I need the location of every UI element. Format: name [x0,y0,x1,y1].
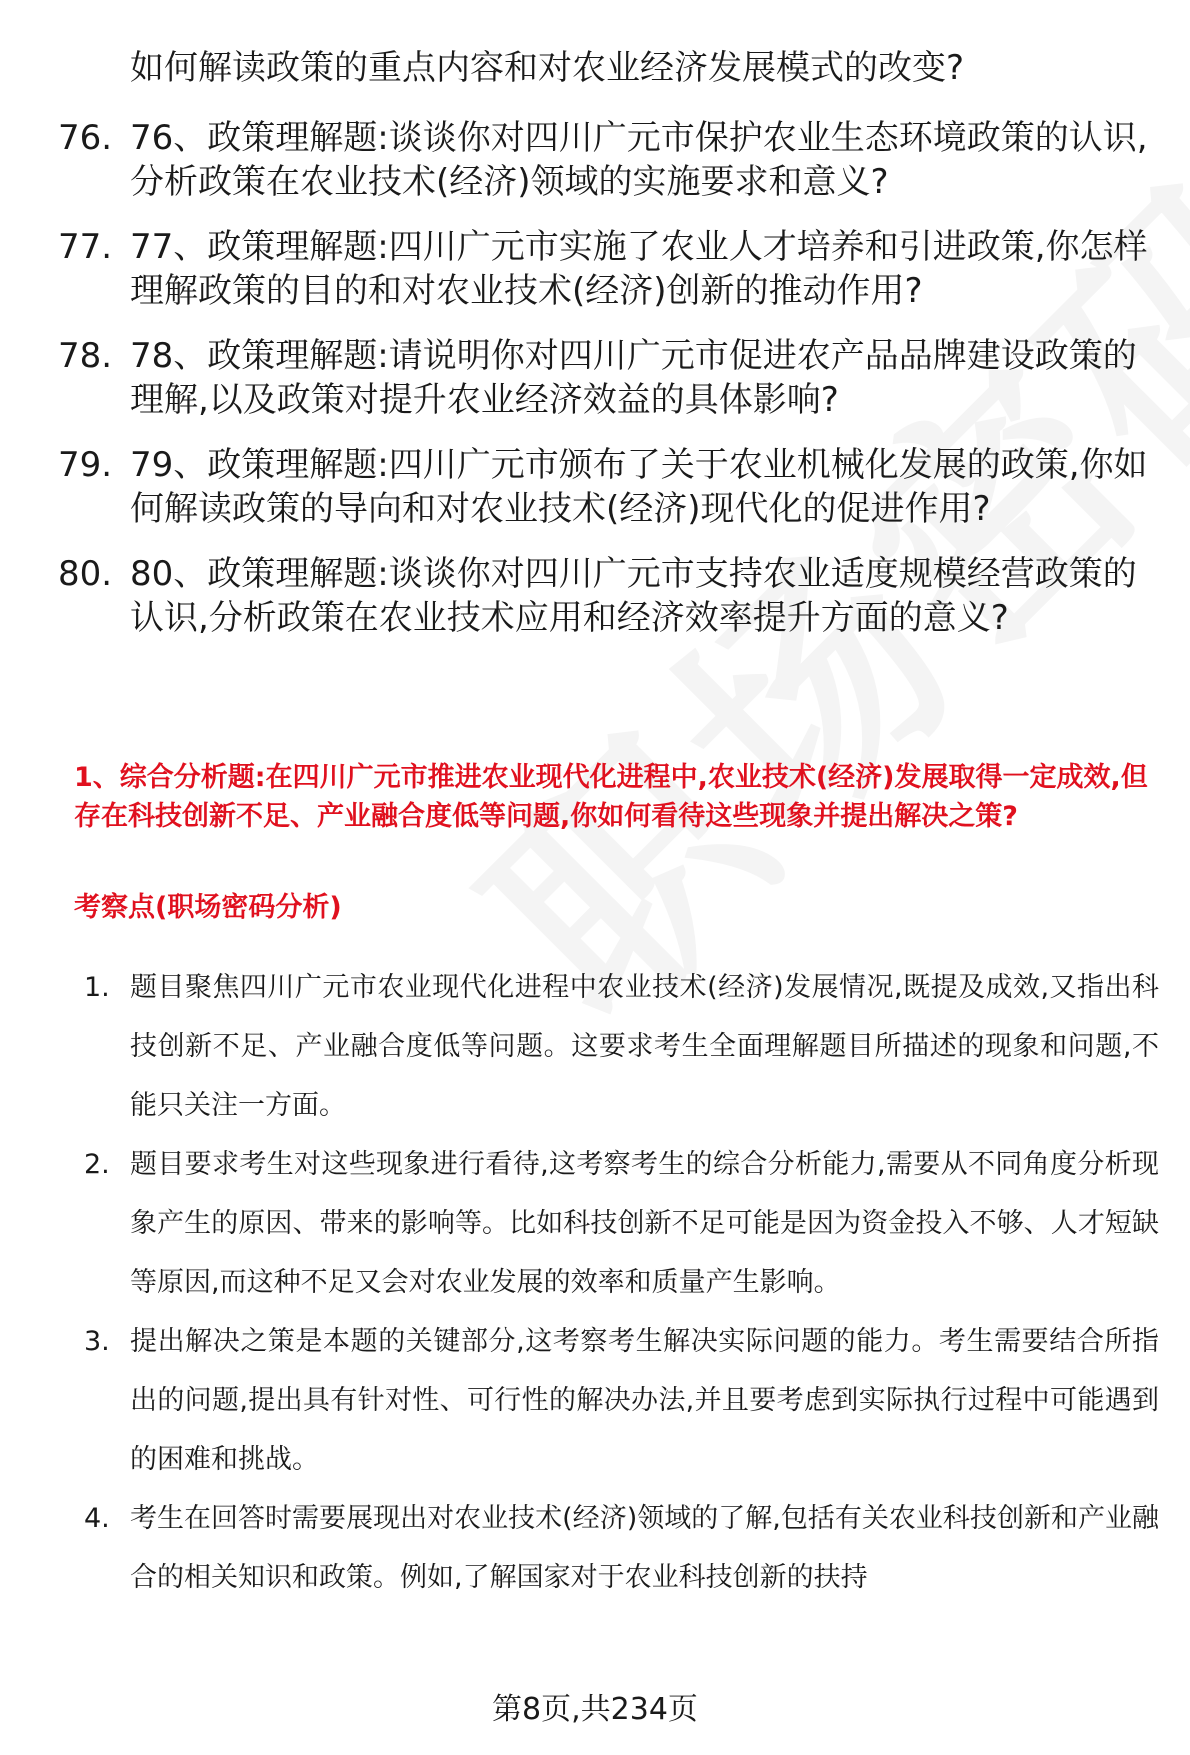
list-item [58,116,1163,204]
section-subtitle: 考察点(职场密码分析) [74,892,342,923]
point-number: 2. [84,1149,110,1180]
section-title: 1、综合分析题:在四川广元市推进农业现代化进程中,农业技术(经济)发展取得一定成效,但存在科技创新不足、产业融合度低等问题,你如何看待这些现象并提出解决之策? [74,762,1148,832]
point-text: 题目聚焦四川广元市农业现代化进程中农业技术(经济)发展情况,既提及成效,又指出科技创新不足、产业融合度低等问题。这要求考生全面理解题目所描述的现象和问题,不能只关注一方面。 [130,972,1159,1121]
question-number: 79. [58,445,113,485]
list-item [84,1312,1159,1489]
analysis-points-list [84,958,1159,1607]
question-text: 80、政策理解题:谈谈你对四川广元市支持农业适度规模经营政策的认识,分析政策在农业技术应用和经济效率提升方面的意义? [130,554,1137,638]
question-text: 77、政策理解题:四川广元市实施了农业人才培养和引进政策,你怎样理解政策的目的和对农业技术(经济)创新的推动作用? [130,227,1148,311]
question-text: 79、政策理解题:四川广元市颁布了关于农业机械化发展的政策,你如何解读政策的导向和对农业技术(经济)现代化的促进作用? [130,445,1148,529]
list-item [84,1489,1159,1607]
question-number: 76. [58,118,113,158]
list-item [58,552,1163,640]
list-item [58,443,1163,531]
question-number: 77. [58,227,113,267]
point-text: 考生在回答时需要展现出对农业技术(经济)领域的了解,包括有关农业科技创新和产业融合的相关知识和政策。例如,了解国家对于农业科技创新的扶持 [130,1503,1159,1593]
point-number: 1. [84,972,110,1003]
page-footer: 第8页,共234页 [492,1692,698,1727]
continued-question-text: 如何解读政策的重点内容和对农业经济发展模式的改变? [130,48,965,88]
list-item [58,225,1163,313]
question-text: 78、政策理解题:请说明你对四川广元市促进农产品品牌建设政策的理解,以及政策对提升农业经济效益的具体影响? [130,336,1137,420]
question-number: 80. [58,554,113,594]
point-text: 题目要求考生对这些现象进行看待,这考察考生的综合分析能力,需要从不同角度分析现象产生的原因、带来的影响等。比如科技创新不足可能是因为资金投入不够、人才短缺等原因,而这种不足又会对农业发展的效率和质量产生影响。 [130,1149,1159,1298]
point-number: 3. [84,1326,110,1357]
point-text: 提出解决之策是本题的关键部分,这考察考生解决实际问题的能力。考生需要结合所指出的问题,提出具有针对性、可行性的解决办法,并且要考虑到实际执行过程中可能遇到的困难和挑战。 [130,1326,1159,1475]
list-item [84,958,1159,1135]
point-number: 4. [84,1503,110,1534]
question-number: 78. [58,336,113,376]
list-item [84,1135,1159,1312]
question-list [58,116,1163,661]
list-item [58,334,1163,422]
question-text: 76、政策理解题:谈谈你对四川广元市保护农业生态环境政策的认识,分析政策在农业技术(经济)领域的实施要求和意义? [130,118,1148,202]
